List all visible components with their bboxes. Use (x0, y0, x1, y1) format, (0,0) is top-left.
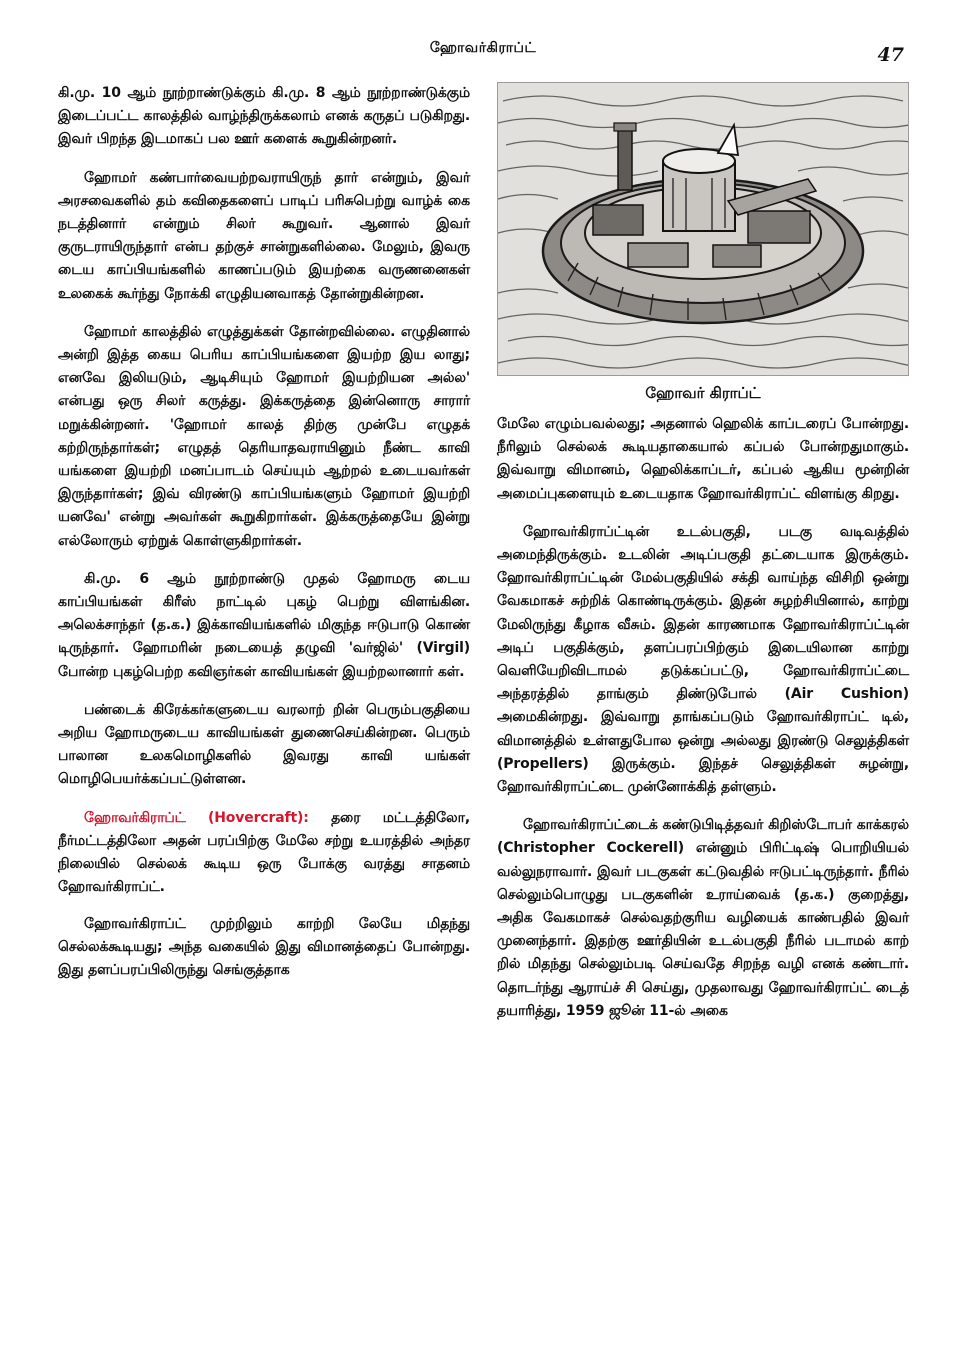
running-title: ஹோவர்கிராப்ட் (429, 40, 537, 56)
figure-caption: ஹோவர் கிராப்ட் (645, 384, 761, 402)
page-number: 47 (877, 44, 904, 66)
entry-title: ஹோவர்கிராப்ட் (Hovercraft): (84, 809, 309, 826)
paragraph: கி.மு. 10 ஆம் நூற்றாண்டுக்கும் கி.மு. 8 ஆம் நூற்றாண்டுக்கும் இடைப்பட்ட காலத்தில் வாழ்ந்திருக்கலாம் எனக் கருதப் படுகிறது. இவர் பிறந்த இடமாகப் பல ஊர் களைக் கூறுகின்றனர். (58, 85, 470, 148)
left-column (58, 82, 470, 982)
paragraph: ஹோமர் கண்பார்வையற்றவராயிருந் தார் என்றும், இவர் அரசவைகளில் தம் கவிதைகளைப் பாடிப் பரிசுபெற்று வாழ்க் கை நடத்தினார் என்றும் சிலர் கூறுவர். ஆனால் இவர் குருடராயிருந்தார் என்ப தற்குச் சான்றுகளில்லை. மேலும், இவரு டைய காப்பியங்களில் காணப்படும் இயற்கை வருணனைகள் உலகைக் கூர்ந்து நோக்கி எழுதியனவாகத் தோன்றுகின்றன. (58, 169, 470, 302)
hovercraft-illustration (497, 82, 909, 376)
paragraph: மேலே எழும்பவல்லது; அதனால் ஹெலிக் காப்டரைப் போன்றது. நீரிலும் செல்லக் கூடியதாகையால் கப்பல் போன்றதுமாகும். இவ்வாறு விமானம், ஹெலிக்காப்டர், கப்பல் ஆகிய மூன்றின் அமைப்புகளையும் உடையதாக ஹோவர்கிராப்ட் விளங்கு கிறது. (497, 416, 909, 502)
paragraph: ஹோவர்கிராப்ட்டின் உடல்பகுதி, படகு வடிவத்தில் அமைந்திருக்கும். உடலின் அடிப்பகுதி தட்டையாக இருக்கும். ஹோவர்கிராப்ட்டின் மேல்பகுதியில் சக்தி வாய்ந்த விசிறி ஒன்று வேகமாகச் சுற்றிக் கொண்டிருக்கும். இதன் சுழற்சியினால், காற்று மேலிருந்து கீழாக வீசும். இதன் காரணமாக ஹோவர்கிராப்ட்டின் அடிப் பகுதிக்கும், தளப்பரப்பிற்கும் இடையிலான காற்று வெளியேறிவிடாமல் தடுக்கப்பட்டு, ஹோவர்கிராப்ட்டை அந்தரத்தில் தாங்கும் திண்டுபோல் (Air Cushion) அமைகின்றது. இவ்வாறு தாங்கப்படும் ஹோவர்கிராப்ட் டில், விமானத்தில் உள்ளதுபோல ஒன்று அல்லது இரண்டு செலுத்திகள் (Propellers) இருக்கும். இந்தச் செலுத்திகள் சுழன்று, ஹோவர்கிராப்ட்டை முன்னோக்கித் தள்ளும். (497, 523, 909, 796)
paragraph: கி.மு. 6 ஆம் நூற்றாண்டு முதல் ஹோமரு டைய காப்பியங்கள் கிரீஸ் நாட்டில் புகழ் பெற்று விளங்கின. அலெக்சாந்தர் (த.க.) இக்காவியங்களில் மிகுந்த ஈடுபாடு கொண் டிருந்தார். ஹோமரின் நடையைத் தழுவி 'வர்ஜில்' (Virgil) போன்ற புகழ்பெற்ற கவிஞர்கள் காவியங்கள் இயற்றலானார் கள். (58, 570, 470, 680)
entry-text: தரை மட்டத்திலோ, நீர்மட்டத்திலோ அதன் பரப்பிற்கு மேலே சற்று உயரத்தில் அந்தர நிலையில் செல்லக் கூடிய ஒரு போக்கு வரத்து சாதனம் ஹோவர்கிராப்ட். (58, 809, 470, 896)
hovercraft-drawing (498, 83, 908, 375)
paragraph: பண்டைக் கிரேக்கர்களுடைய வரலாற் றின் பெரும்பகுதியை அறிய ஹோமருடைய காவியங்கள் துணைசெய்கின்றன. பெரும் பாலான உலகமொழிகளில் இவரது காவி யங்கள் மொழிபெயர்க்கப்பட்டுள்ளன. (58, 701, 470, 788)
entry-paragraph (58, 807, 470, 900)
paragraph: ஹோவர்கிராப்ட்டைக் கண்டுபிடித்தவர் கிறிஸ்டோபர் காக்கரல் (Christopher Cockerell) என்னும் பிரிட்டிஷ் பொறியியல் வல்லுநராவார். இவர் படகுகள் கட்டுவதில் ஈடுபட்டிருந்தார். நீரில் செல்லும்பொழுது படகுகளின் உராய்வைக் (த.க.) குறைத்து, அதிக வேகமாகச் செல்வதற்குரிய வழியைக் காண்பதில் இவர் முனைந்தார். இதற்கு ஊர்தியின் உடல்பகுதி நீரில் படாமல் காற் றில் மிதந்து செல்லும்படி செய்வதே சிறந்த வழி எனக் கண்டார். தொடர்ந்து ஆராய்ச் சி செய்து, முதலாவது ஹோவர்கிராப்ட் டைத் தயாரித்து, 1959 ஜூன் 11-ல் அகை (497, 817, 909, 1019)
paragraph: ஹோவர்கிராப்ட் முற்றிலும் காற்றி லேயே மிதந்து செல்லக்கூடியது; அந்த வகையில் இது விமானத்தைப் போன்றது. இது தளப்பரப்பிலிருந்து செங்குத்தாக (58, 915, 470, 978)
paragraph: ஹோமர் காலத்தில் எழுத்துக்கள் தோன்றவில்லை. எழுதினால் அன்றி இத்த கைய பெரிய காப்பியங்களை இயற்ற இய லாது; எனவே இலியடும், ஆடிசியும் ஹோமர் இயற்றியன அல்ல' என்பது ஒரு சிலர் கருத்து. இக்கருத்தை இன்னொரு சாரார் மறுக்கின்றனர். 'ஹோமர் காலத் திற்கு முன்பே எழுதக் கற்றிருந்தார்கள்; எழுதத் தெரியாதவராயினும் நீண்ட காவி யங்களை இயற்றி மனப்பாடம் செய்யும் ஆற்றல் உடையவர்கள் இருந்தார்கள்; இவ் விரண்டு காப்பியங்களும் ஹோமர் இயற்றி யனவே' என்று அவர்கள் கூறுகிறார்கள். இக்கருத்தையே இன்று எல்லோரும் ஏற்றுக் கொள்ளுகிறார்கள். (58, 323, 470, 549)
right-column (497, 82, 909, 1023)
